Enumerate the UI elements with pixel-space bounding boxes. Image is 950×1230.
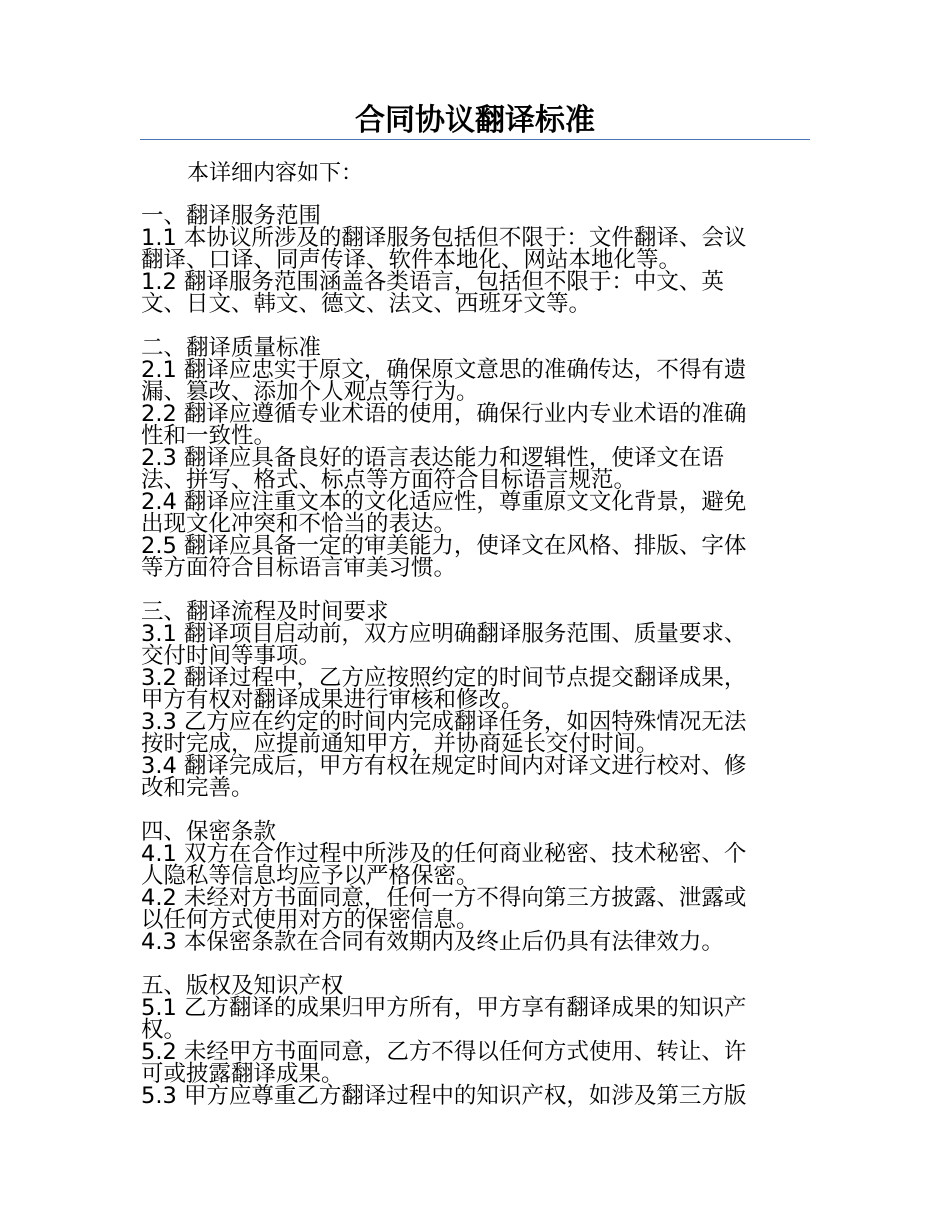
clause [141, 227, 809, 271]
clause-line: 1.2 翻译服务范围涵盖各类语言，包括但不限于：中文、英 [141, 269, 724, 295]
clause [141, 997, 809, 1041]
clause-line: 文、日文、韩文、德文、法文、西班牙文等。 [141, 291, 592, 317]
clause-line: 以任何方式使用对方的保密信息。 [141, 907, 479, 933]
clause-line: 等方面符合目标语言审美习惯。 [141, 555, 457, 581]
clause-line: 5.1 乙方翻译的成果归甲方所有，甲方享有翻译成果的知识产 [141, 995, 747, 1021]
clause [141, 667, 809, 711]
clause-line: 3.1 翻译项目启动前，双方应明确翻译服务范围、质量要求、 [141, 621, 747, 647]
document-title: 合同协议翻译标准 [355, 103, 595, 138]
document-body [141, 205, 809, 1107]
section [141, 337, 809, 579]
section [141, 205, 809, 315]
clause-line: 2.1 翻译应忠实于原文，确保原文意思的准确传达，不得有遗 [141, 357, 747, 383]
clause [141, 535, 809, 579]
clause-line: 漏、篡改、添加个人观点等行为。 [141, 379, 479, 405]
clause [141, 403, 809, 447]
clause-line: 5.2 未经甲方书面同意，乙方不得以任何方式使用、转让、许 [141, 1039, 747, 1065]
clause-line: 性和一致性。 [141, 423, 277, 449]
clause [141, 755, 809, 799]
clause [141, 1041, 809, 1085]
clause [141, 447, 809, 491]
section [141, 975, 809, 1107]
clause [141, 271, 809, 315]
clause [141, 711, 809, 755]
clause-line: 4.1 双方在合作过程中所涉及的任何商业秘密、技术秘密、个 [141, 841, 747, 867]
clause [141, 843, 809, 887]
clause-line: 3.4 翻译完成后，甲方有权在规定时间内对译文进行校对、修 [141, 753, 747, 779]
section-heading: 四、保密条款 [141, 819, 277, 845]
clause [141, 359, 809, 403]
clause [141, 1085, 809, 1107]
clause-line: 2.4 翻译应注重文本的文化适应性，尊重原文文化背景，避免 [141, 489, 747, 515]
clause-line: 4.3 本保密条款在合同有效期内及终止后仍具有法律效力。 [141, 929, 724, 955]
clause-line: 2.5 翻译应具备一定的审美能力，使译文在风格、排版、字体 [141, 533, 747, 559]
clause-line: 法、拼写、格式、标点等方面符合目标语言规范。 [141, 467, 637, 493]
clause-line: 1.1 本协议所涉及的翻译服务包括但不限于：文件翻译、会议 [141, 225, 747, 251]
clause-line: 可或披露翻译成果。 [141, 1061, 344, 1087]
clause-line: 3.2 翻译过程中，乙方应按照约定的时间节点提交翻译成果， [141, 665, 747, 691]
clause-line: 5.3 甲方应尊重乙方翻译过程中的知识产权，如涉及第三方版 [141, 1083, 747, 1109]
clause-line: 2.2 翻译应遵循专业术语的使用，确保行业内专业术语的准确 [141, 401, 747, 427]
section-heading: 三、翻译流程及时间要求 [141, 599, 389, 625]
section-heading: 二、翻译质量标准 [141, 335, 322, 361]
clause-line: 按时完成，应提前通知甲方，并协商延长交付时间。 [141, 731, 659, 757]
clause [141, 931, 809, 953]
section-heading: 一、翻译服务范围 [141, 203, 322, 229]
clause-line: 权。 [141, 1017, 187, 1043]
section-heading: 五、版权及知识产权 [141, 973, 344, 999]
clause [141, 887, 809, 931]
clause-line: 出现文化冲突和不恰当的表达。 [141, 511, 457, 537]
clause-line: 3.3 乙方应在约定的时间内完成翻译任务，如因特殊情况无法 [141, 709, 747, 735]
clause-line: 2.3 翻译应具备良好的语言表达能力和逻辑性，使译文在语 [141, 445, 724, 471]
section [141, 821, 809, 953]
clause [141, 623, 809, 667]
title-underline [140, 139, 810, 140]
clause-line: 4.2 未经对方书面同意，任何一方不得向第三方披露、泄露或 [141, 885, 747, 911]
clause [141, 491, 809, 535]
intro-text: 本详细内容如下： [187, 161, 364, 186]
clause-line: 交付时间等事项。 [141, 643, 322, 669]
clause-line: 人隐私等信息均应予以严格保密。 [141, 863, 479, 889]
clause-line: 甲方有权对翻译成果进行审核和修改。 [141, 687, 524, 713]
clause-line: 改和完善。 [141, 775, 254, 801]
section [141, 601, 809, 799]
clause-line: 翻译、口译、同声传译、软件本地化、网站本地化等。 [141, 247, 682, 273]
